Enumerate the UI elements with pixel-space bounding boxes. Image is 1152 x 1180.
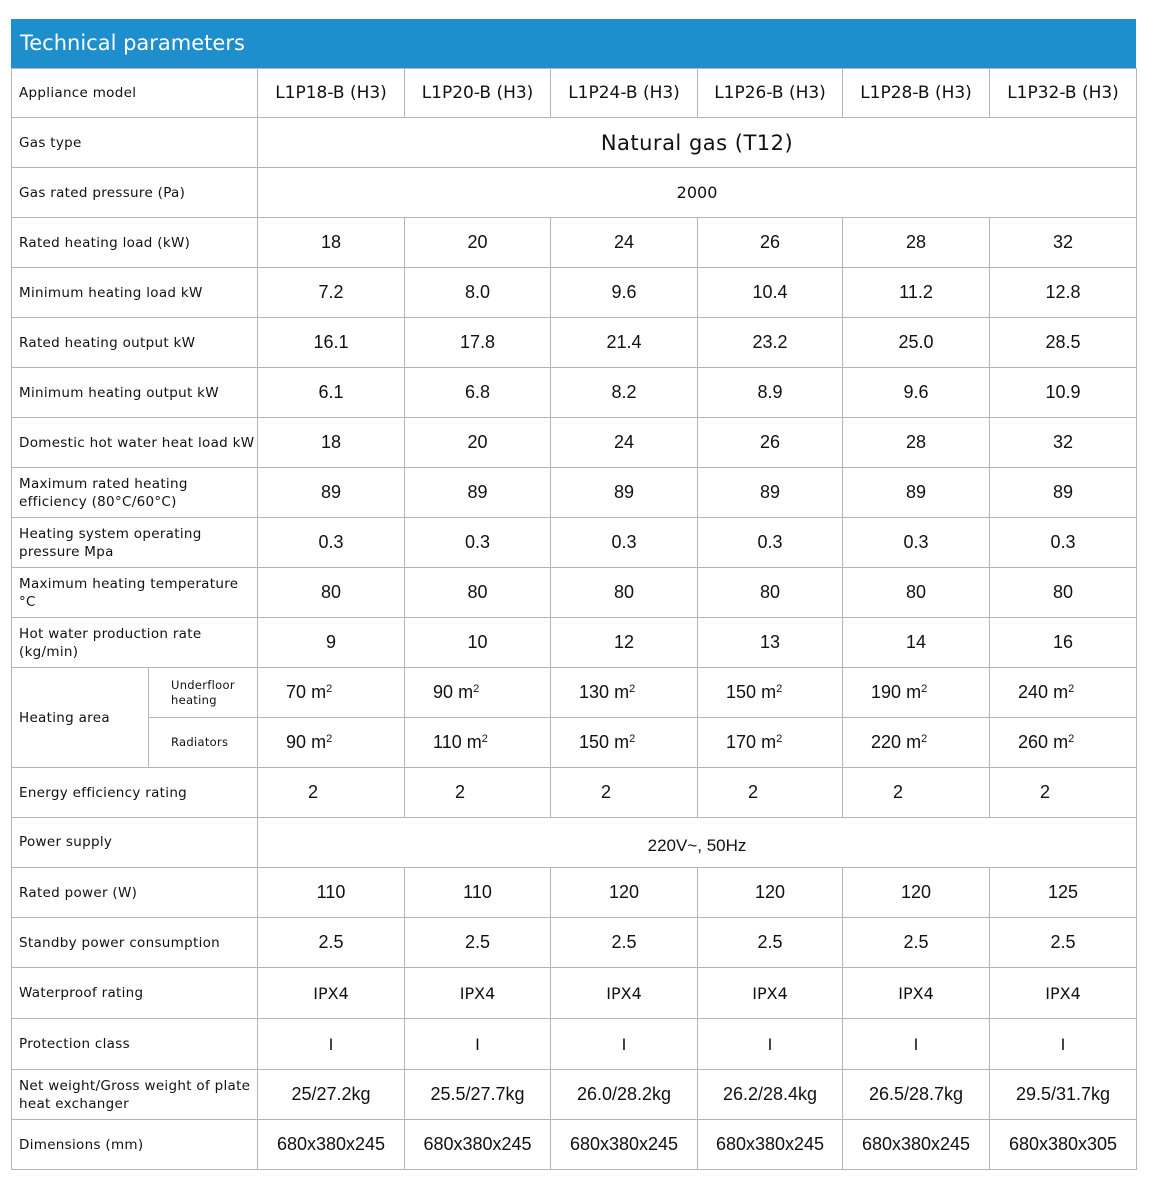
value-cell: 80 (843, 568, 990, 618)
label-dhw-heat-load: Domestic hot water heat load kW (12, 418, 258, 468)
value-cell: 125 (990, 868, 1137, 918)
value-cell: IPX4 (258, 968, 405, 1019)
model-cell: L1P24-B (H3) (551, 69, 698, 118)
value-cell: 26.2/28.4kg (698, 1070, 843, 1120)
area-unit-superscript: 2 (776, 733, 783, 745)
area-unit: m (311, 732, 327, 752)
value-cell: 28 (843, 418, 990, 468)
row-min-heating-output (12, 368, 1137, 418)
label-hot-water-rate: Hot water production rate (kg/min) (12, 618, 258, 668)
value-cell: 6.1 (258, 368, 405, 418)
area-unit-superscript: 2 (473, 683, 480, 695)
value-cell: 89 (405, 468, 551, 518)
value-cell: 120 (551, 868, 698, 918)
label-dimensions: Dimensions (mm) (12, 1120, 258, 1170)
value-cell: 120 (843, 868, 990, 918)
area-value: 70 (286, 682, 307, 702)
area-cell (990, 668, 1137, 718)
row-dimensions (12, 1120, 1137, 1170)
area-cell (698, 668, 843, 718)
area-value: 220 (871, 732, 902, 752)
row-gas-rated-pressure (12, 168, 1137, 218)
area-unit-superscript: 2 (1068, 733, 1075, 745)
technical-parameters-table (11, 68, 1137, 1170)
area-unit-superscript: 2 (629, 733, 636, 745)
model-cell: L1P18-B (H3) (258, 69, 405, 118)
value-cell: 89 (698, 468, 843, 518)
label-rated-heating-load: Rated heating load (kW) (12, 218, 258, 268)
value-cell: IPX4 (405, 968, 551, 1019)
area-unit: m (761, 682, 777, 702)
value-cell: 2 (698, 768, 843, 818)
label-appliance-model: Appliance model (12, 69, 258, 118)
value-cell: 23.2 (698, 318, 843, 368)
area-value: 150 (726, 682, 757, 702)
row-heating-area-underfloor (12, 668, 1137, 718)
label-protection-class: Protection class (12, 1019, 258, 1070)
value-cell: 11.2 (843, 268, 990, 318)
value-cell: I (990, 1019, 1137, 1070)
row-heating-system-pressure (12, 518, 1137, 568)
label-min-heating-output: Minimum heating output kW (12, 368, 258, 418)
value-cell: 8.9 (698, 368, 843, 418)
value-cell: 18 (258, 218, 405, 268)
value-cell: 680x380x245 (843, 1120, 990, 1170)
value-cell: 12.8 (990, 268, 1137, 318)
area-cell (405, 668, 551, 718)
value-cell: 80 (698, 568, 843, 618)
value-cell: I (698, 1019, 843, 1070)
value-cell: 28 (843, 218, 990, 268)
label-gas-rated-pressure: Gas rated pressure (Pa) (12, 168, 258, 218)
area-value: 190 (871, 682, 902, 702)
gas-type-value: Natural gas (T12) (258, 118, 1137, 168)
area-unit: m (906, 732, 922, 752)
value-cell: 10.4 (698, 268, 843, 318)
row-rated-power (12, 868, 1137, 918)
area-unit: m (614, 732, 630, 752)
value-cell: 28.5 (990, 318, 1137, 368)
label-heating-area: Heating area (12, 668, 149, 768)
value-cell: 2 (843, 768, 990, 818)
value-cell: 6.8 (405, 368, 551, 418)
value-cell: 9 (258, 618, 405, 668)
value-cell: 2 (990, 768, 1137, 818)
value-cell: 0.3 (405, 518, 551, 568)
gas-rated-pressure-value: 2000 (258, 168, 1137, 218)
value-cell: 20 (405, 418, 551, 468)
value-cell: 2.5 (698, 918, 843, 968)
value-cell: 0.3 (990, 518, 1137, 568)
area-unit-superscript: 2 (921, 733, 928, 745)
label-energy-efficiency-rating: Energy efficiency rating (12, 768, 258, 818)
label-power-supply: Power supply (12, 818, 258, 868)
label-max-heating-temperature: Maximum heating temperature °C (12, 568, 258, 618)
value-cell: 17.8 (405, 318, 551, 368)
value-cell: IPX4 (698, 968, 843, 1019)
label-min-heating-load: Minimum heating load kW (12, 268, 258, 318)
row-protection-class (12, 1019, 1137, 1070)
model-cell: L1P28-B (H3) (843, 69, 990, 118)
area-value: 90 (433, 682, 454, 702)
area-value: 240 (1018, 682, 1049, 702)
area-cell (843, 668, 990, 718)
label-standby-power: Standby power consumption (12, 918, 258, 968)
row-rated-heating-load (12, 218, 1137, 268)
value-cell: IPX4 (551, 968, 698, 1019)
value-cell: 0.3 (843, 518, 990, 568)
label-rated-heating-output: Rated heating output kW (12, 318, 258, 368)
value-cell: 2.5 (258, 918, 405, 968)
value-cell: 25.0 (843, 318, 990, 368)
value-cell: 80 (551, 568, 698, 618)
row-dhw-heat-load (12, 418, 1137, 468)
area-unit: m (761, 732, 777, 752)
value-cell: 26.5/28.7kg (843, 1070, 990, 1120)
area-unit: m (1053, 732, 1069, 752)
area-cell (405, 718, 551, 768)
area-value: 260 (1018, 732, 1049, 752)
value-cell: 2 (405, 768, 551, 818)
value-cell: 2 (258, 768, 405, 818)
row-max-rated-efficiency (12, 468, 1137, 518)
value-cell: 2.5 (405, 918, 551, 968)
value-cell: 9.6 (551, 268, 698, 318)
label-net-gross-weight: Net weight/Gross weight of plate heat exchanger (12, 1070, 258, 1120)
value-cell: 2.5 (551, 918, 698, 968)
area-unit-superscript: 2 (1068, 683, 1075, 695)
value-cell: 20 (405, 218, 551, 268)
area-value: 130 (579, 682, 610, 702)
value-cell: I (258, 1019, 405, 1070)
value-cell: 10 (405, 618, 551, 668)
value-cell: 0.3 (551, 518, 698, 568)
value-cell: 110 (258, 868, 405, 918)
value-cell: IPX4 (843, 968, 990, 1019)
value-cell: 110 (405, 868, 551, 918)
area-value: 150 (579, 732, 610, 752)
value-cell: 120 (698, 868, 843, 918)
label-heating-system-pressure: Heating system operating pressure Mpa (12, 518, 258, 568)
value-cell: 26 (698, 418, 843, 468)
value-cell: 24 (551, 218, 698, 268)
row-net-gross-weight (12, 1070, 1137, 1120)
area-unit: m (466, 732, 482, 752)
value-cell: 89 (843, 468, 990, 518)
value-cell: 32 (990, 218, 1137, 268)
label-max-rated-efficiency: Maximum rated heating efficiency (80°C/60°C) (12, 468, 258, 518)
value-cell: 8.2 (551, 368, 698, 418)
value-cell: 12 (551, 618, 698, 668)
value-cell: 2.5 (843, 918, 990, 968)
area-value: 90 (286, 732, 307, 752)
value-cell: 26.0/28.2kg (551, 1070, 698, 1120)
value-cell: 16.1 (258, 318, 405, 368)
area-value: 170 (726, 732, 757, 752)
value-cell: IPX4 (990, 968, 1137, 1019)
row-appliance-model (12, 69, 1137, 118)
value-cell: 29.5/31.7kg (990, 1070, 1137, 1120)
area-cell (990, 718, 1137, 768)
value-cell: 680x380x245 (698, 1120, 843, 1170)
row-min-heating-load (12, 268, 1137, 318)
area-cell (698, 718, 843, 768)
value-cell: I (551, 1019, 698, 1070)
area-unit: m (311, 682, 327, 702)
area-value: 110 (433, 732, 462, 752)
row-waterproof-rating (12, 968, 1137, 1019)
area-unit-superscript: 2 (921, 683, 928, 695)
value-cell: 9.6 (843, 368, 990, 418)
value-cell: 14 (843, 618, 990, 668)
area-cell (551, 668, 698, 718)
value-cell: 0.3 (258, 518, 405, 568)
value-cell: 80 (990, 568, 1137, 618)
section-title: Technical parameters (11, 19, 1136, 68)
row-rated-heating-output (12, 318, 1137, 368)
value-cell: 680x380x305 (990, 1120, 1137, 1170)
area-unit: m (614, 682, 630, 702)
value-cell: 89 (551, 468, 698, 518)
label-waterproof-rating: Waterproof rating (12, 968, 258, 1019)
row-energy-efficiency-rating (12, 768, 1137, 818)
label-gas-type: Gas type (12, 118, 258, 168)
area-unit-superscript: 2 (776, 683, 783, 695)
value-cell: 80 (405, 568, 551, 618)
model-cell: L1P20-B (H3) (405, 69, 551, 118)
value-cell: 21.4 (551, 318, 698, 368)
label-rated-power: Rated power (W) (12, 868, 258, 918)
area-unit-superscript: 2 (326, 733, 333, 745)
area-unit: m (1053, 682, 1069, 702)
value-cell: 680x380x245 (258, 1120, 405, 1170)
value-cell: 18 (258, 418, 405, 468)
value-cell: 2.5 (990, 918, 1137, 968)
value-cell: 16 (990, 618, 1137, 668)
model-cell: L1P26-B (H3) (698, 69, 843, 118)
label-radiators: Radiators (149, 718, 258, 768)
value-cell: 80 (258, 568, 405, 618)
label-underfloor-heating: Underfloor heating (149, 668, 258, 718)
value-cell: 2 (551, 768, 698, 818)
area-unit: m (458, 682, 474, 702)
row-heating-area-radiators (12, 718, 1137, 768)
value-cell: 26 (698, 218, 843, 268)
area-cell (258, 668, 405, 718)
value-cell: 680x380x245 (405, 1120, 551, 1170)
spec-sheet (11, 19, 1136, 1170)
row-hot-water-rate (12, 618, 1137, 668)
value-cell: 25/27.2kg (258, 1070, 405, 1120)
area-unit-superscript: 2 (629, 683, 636, 695)
value-cell: 24 (551, 418, 698, 468)
area-cell (843, 718, 990, 768)
area-unit-superscript: 2 (326, 683, 333, 695)
area-unit-superscript: 2 (481, 733, 488, 745)
value-cell: 8.0 (405, 268, 551, 318)
area-cell (551, 718, 698, 768)
model-cell: L1P32-B (H3) (990, 69, 1137, 118)
row-standby-power (12, 918, 1137, 968)
value-cell: 89 (990, 468, 1137, 518)
value-cell: I (405, 1019, 551, 1070)
value-cell: 0.3 (698, 518, 843, 568)
value-cell: I (843, 1019, 990, 1070)
row-gas-type (12, 118, 1137, 168)
value-cell: 32 (990, 418, 1137, 468)
area-cell (258, 718, 405, 768)
value-cell: 25.5/27.7kg (405, 1070, 551, 1120)
value-cell: 680x380x245 (551, 1120, 698, 1170)
value-cell: 7.2 (258, 268, 405, 318)
row-max-heating-temperature (12, 568, 1137, 618)
area-unit: m (906, 682, 922, 702)
value-cell: 10.9 (990, 368, 1137, 418)
value-cell: 13 (698, 618, 843, 668)
power-supply-value: 220V~, 50Hz (258, 818, 1137, 868)
row-power-supply (12, 818, 1137, 868)
value-cell: 89 (258, 468, 405, 518)
